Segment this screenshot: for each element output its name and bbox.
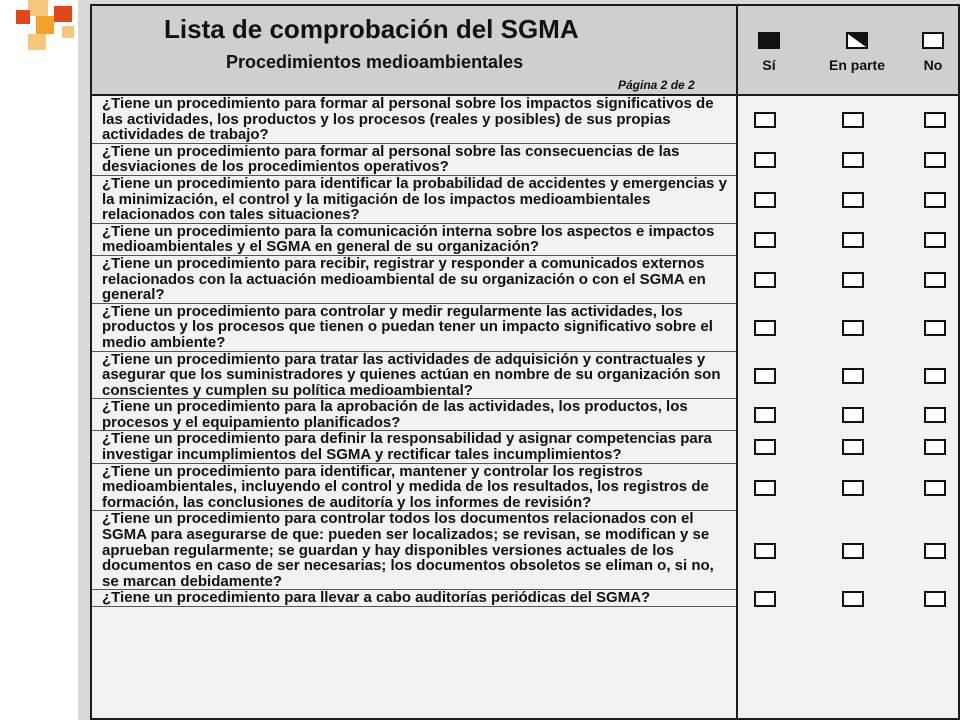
scanned-page <box>78 0 960 720</box>
slide-logo <box>0 0 80 60</box>
checkbox-en-parte[interactable] <box>842 192 864 208</box>
checkbox-si[interactable] <box>754 591 776 607</box>
question-row: ¿Tiene un procedimiento para la aprobación de las actividades, los productos, los procesos y el equipamiento planificados? <box>92 399 736 431</box>
checkbox-en-parte[interactable] <box>842 480 864 496</box>
question-list <box>92 96 736 607</box>
column-divider <box>736 6 738 718</box>
checkbox-no[interactable] <box>924 543 946 559</box>
checkbox-si[interactable] <box>754 480 776 496</box>
column-en-parte-label: En parte <box>828 57 885 73</box>
checkbox-en-parte[interactable] <box>842 112 864 128</box>
checkbox-no[interactable] <box>924 439 946 455</box>
checkbox-si[interactable] <box>754 320 776 336</box>
question-row: ¿Tiene un procedimiento para identificar, mantener y controlar los registros medioambientales, incluyendo el control y medida de los resultados, los registros de formación, las conclusiones de auditoría y los informes de revisión? <box>92 464 736 512</box>
question-row: ¿Tiene un procedimiento para llevar a cabo auditorías periódicas del SGMA? <box>92 590 736 607</box>
question-row: ¿Tiene un procedimiento para formar al personal sobre los impactos significativos de las actividades, los productos y los procesos (reales y posibles) de sus propias actividades de trabajo? <box>92 96 736 144</box>
checkbox-no[interactable] <box>924 591 946 607</box>
checklist-table <box>90 4 960 720</box>
question-row: ¿Tiene un procedimiento para tratar las actividades de adquisición y contractuales y asegurar que los suministradores y quienes actúan en nombre de su organización son conscientes y cumplen su política medioambiental? <box>92 352 736 400</box>
checkbox-si[interactable] <box>754 407 776 423</box>
column-si <box>724 32 814 73</box>
question-row: ¿Tiene un procedimiento para identificar la probabilidad de accidentes y emergencias y la minimización, el control y la mitigación de los impactos medioambientales relacionados con tales situaciones? <box>92 176 736 224</box>
checkbox-en-parte[interactable] <box>842 152 864 168</box>
checkbox-no[interactable] <box>924 407 946 423</box>
checkbox-si[interactable] <box>754 543 776 559</box>
question-row: ¿Tiene un procedimiento para formar al personal sobre las consecuencias de las desviaciones de los procedimientos operativos? <box>92 144 736 176</box>
checkbox-no[interactable] <box>924 192 946 208</box>
checkbox-en-parte[interactable] <box>842 439 864 455</box>
column-no <box>888 32 960 73</box>
checkbox-si[interactable] <box>754 439 776 455</box>
empty-box-icon <box>922 32 944 49</box>
question-row: ¿Tiene un procedimiento para recibir, registrar y responder a comunicados externos relacionados con la actuación medioambiental de su organización o con el SGMA en general? <box>92 256 736 304</box>
filled-box-icon <box>758 32 780 49</box>
checkbox-en-parte[interactable] <box>842 232 864 248</box>
checkbox-si[interactable] <box>754 152 776 168</box>
checkbox-si[interactable] <box>754 232 776 248</box>
half-filled-box-icon <box>846 32 868 49</box>
checklist-subtitle: Procedimientos medioambientales <box>226 52 524 72</box>
checkbox-en-parte[interactable] <box>842 320 864 336</box>
column-si-label: Sí <box>762 57 776 73</box>
checklist-title: Lista de comprobación del SGMA <box>164 14 579 44</box>
checkbox-en-parte[interactable] <box>842 272 864 288</box>
checkbox-en-parte[interactable] <box>842 407 864 423</box>
checkbox-en-parte[interactable] <box>842 368 864 384</box>
checkbox-si[interactable] <box>754 192 776 208</box>
checkbox-no[interactable] <box>924 272 946 288</box>
column-no-label: No <box>923 57 943 73</box>
checkbox-no[interactable] <box>924 112 946 128</box>
question-row: ¿Tiene un procedimiento para controlar y medir regularmente las actividades, los productos y los procesos que tienen o puedan tener un impacto significativo sobre el medio ambiente? <box>92 304 736 352</box>
checkbox-no[interactable] <box>924 368 946 384</box>
checkbox-no[interactable] <box>924 232 946 248</box>
checkbox-no[interactable] <box>924 152 946 168</box>
question-row: ¿Tiene un procedimiento para definir la responsabilidad y asignar competencias para investigar incumplimientos del SGMA y rectificar tales incumplimientos? <box>92 431 736 463</box>
page-number: Página 2 de 2 <box>618 78 695 92</box>
checkbox-no[interactable] <box>924 480 946 496</box>
checkbox-en-parte[interactable] <box>842 543 864 559</box>
checkbox-si[interactable] <box>754 368 776 384</box>
checkbox-si[interactable] <box>754 272 776 288</box>
checkbox-en-parte[interactable] <box>842 591 864 607</box>
question-row: ¿Tiene un procedimiento para controlar todos los documentos relacionados con el SGMA para asegurarse de que: pueden ser localizados; se revisan, se modifican y se aprueban regularmente; se guardan y hay disponibles versiones actuales de los documentos en caso de ser necesarias; los documentos obsoletos se eliman o, si no, se marcan debidamente? <box>92 511 736 590</box>
checkbox-si[interactable] <box>754 112 776 128</box>
checkbox-no[interactable] <box>924 320 946 336</box>
question-row: ¿Tiene un procedimiento para la comunicación interna sobre los aspectos e impactos medioambientales y el SGMA en general de su organización? <box>92 224 736 256</box>
